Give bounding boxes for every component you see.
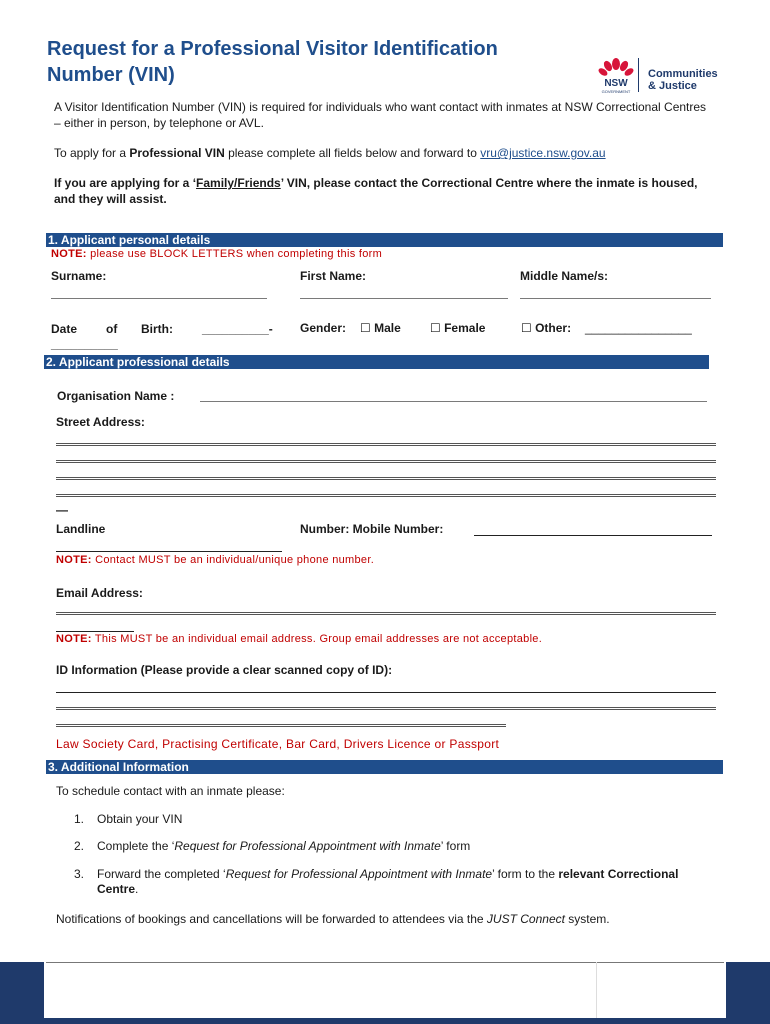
footer-right-band [726,962,770,1024]
family-note-text-2: ’ VIN, please contact the Correctional Centre where the inmate is housed, and they will assist. [54,176,698,206]
street-address-line-2[interactable] [56,460,716,463]
email-link[interactable]: vru@justice.nsw.gov.au [480,146,606,160]
dob-input[interactable]: __________- [202,322,273,336]
street-address-line-3[interactable] [56,477,716,480]
organisation-name-label: Organisation Name : [57,389,175,403]
step-2-number: 2. [74,839,85,853]
street-address-line-1[interactable] [56,443,716,446]
mobile-number-input[interactable] [474,535,712,536]
apply-text: To apply for a [54,146,130,160]
step-3-text: Forward the completed ‘Request for Professional Appointment with Inmate’ form to the relevant Correctional Centre. [97,867,679,896]
gender-male-checkbox[interactable]: ☐ Male [360,321,401,335]
middle-name-input[interactable] [520,298,711,299]
dob-label-of: of [106,322,118,336]
section-2-heading: 2. Applicant professional details [44,355,709,369]
gender-female-checkbox[interactable]: ☐ Female [430,321,486,335]
id-information-line-1[interactable] [56,692,716,693]
email-address-label: Email Address: [56,586,143,600]
id-information-line-2[interactable] [56,707,716,710]
first-name-input[interactable] [300,298,508,299]
footer-left-band [0,962,44,1024]
org-name-line-2: & Justice [648,80,697,92]
step-3-number: 3. [74,867,85,881]
email-note: NOTE: This MUST be an individual email address. Group email addresses are not acceptable. [56,633,543,645]
title-line-2: Number (VIN) [47,64,175,86]
landline-number-input[interactable] [56,551,282,552]
id-information-label: ID Information (Please provide a clear scanned copy of ID): [56,663,393,677]
middle-name-label: Middle Name/s: [520,269,609,283]
gender-label: Gender: [300,321,347,335]
block-letters-note: NOTE: please use BLOCK LETTERS when completing this form [51,248,383,260]
street-address-tail: — [56,503,68,517]
family-friends-link: Family/Friends [196,176,281,190]
family-note-text: If you are applying for a ‘ [54,176,197,190]
section-1-heading: 1. Applicant personal details [46,233,723,247]
waratah-icon [596,56,636,96]
intro-paragraph: A Visitor Identification Number (VIN) is required for individuals who want contact with inmates at NSW Correctional Centres – either in person, by telephone or AVL. [54,100,707,130]
phone-note: NOTE: Contact MUST be an individual/unique phone number. [56,554,375,566]
step-1-text: Obtain your VIN [97,812,183,826]
email-address-tail[interactable] [56,631,134,632]
mobile-number-label: Number: Mobile Number: [300,522,444,536]
apply-instructions [54,145,716,161]
footer-divider [596,962,597,1018]
logo-subtext: GOVERNMENT [601,89,631,94]
organisation-name-input[interactable] [200,401,707,402]
schedule-intro: To schedule contact with an inmate please: [56,784,285,798]
org-name-line-1: Communities [648,68,718,80]
street-address-label: Street Address: [56,415,145,429]
id-types-note: Law Society Card, Practising Certificate, Bar Card, Drivers Licence or Passport [56,737,500,751]
dob-input-tail[interactable]: __________ [51,337,118,351]
dob-label-birth: Birth: [141,322,173,336]
title-line-1: Request for a Professional Visitor Identification [47,38,498,60]
logo-text: NSW [604,78,628,89]
logo-divider [638,58,639,92]
surname-label: Surname: [51,269,107,283]
gender-other-input[interactable]: ________________ [585,321,692,335]
footer-box [46,962,724,1020]
step-1-number: 1. [74,812,85,826]
landline-label: Landline [56,522,106,536]
email-address-input[interactable] [56,612,716,615]
first-name-label: First Name: [300,269,367,283]
section-3-heading: 3. Additional Information [46,760,723,774]
family-friends-note [54,175,716,207]
nsw-communities-justice-logo [596,56,726,96]
footer-bottom-band [0,1018,770,1024]
page-title [47,36,587,88]
notifications-text: Notifications of bookings and cancellations will be forwarded to attendees via the JUST Connect system. [56,912,610,926]
apply-bold-text: Professional VIN [129,146,225,160]
surname-input[interactable] [51,298,267,299]
step-2-text: Complete the ‘Request for Professional Appointment with Inmate’ form [97,839,471,853]
dob-label-date: Date [51,322,78,336]
id-information-line-3[interactable] [56,724,506,727]
street-address-line-4[interactable] [56,494,716,497]
gender-other-checkbox[interactable]: ☐ Other: [521,321,572,335]
apply-text-2: please complete all fields below and forward to [224,146,481,160]
